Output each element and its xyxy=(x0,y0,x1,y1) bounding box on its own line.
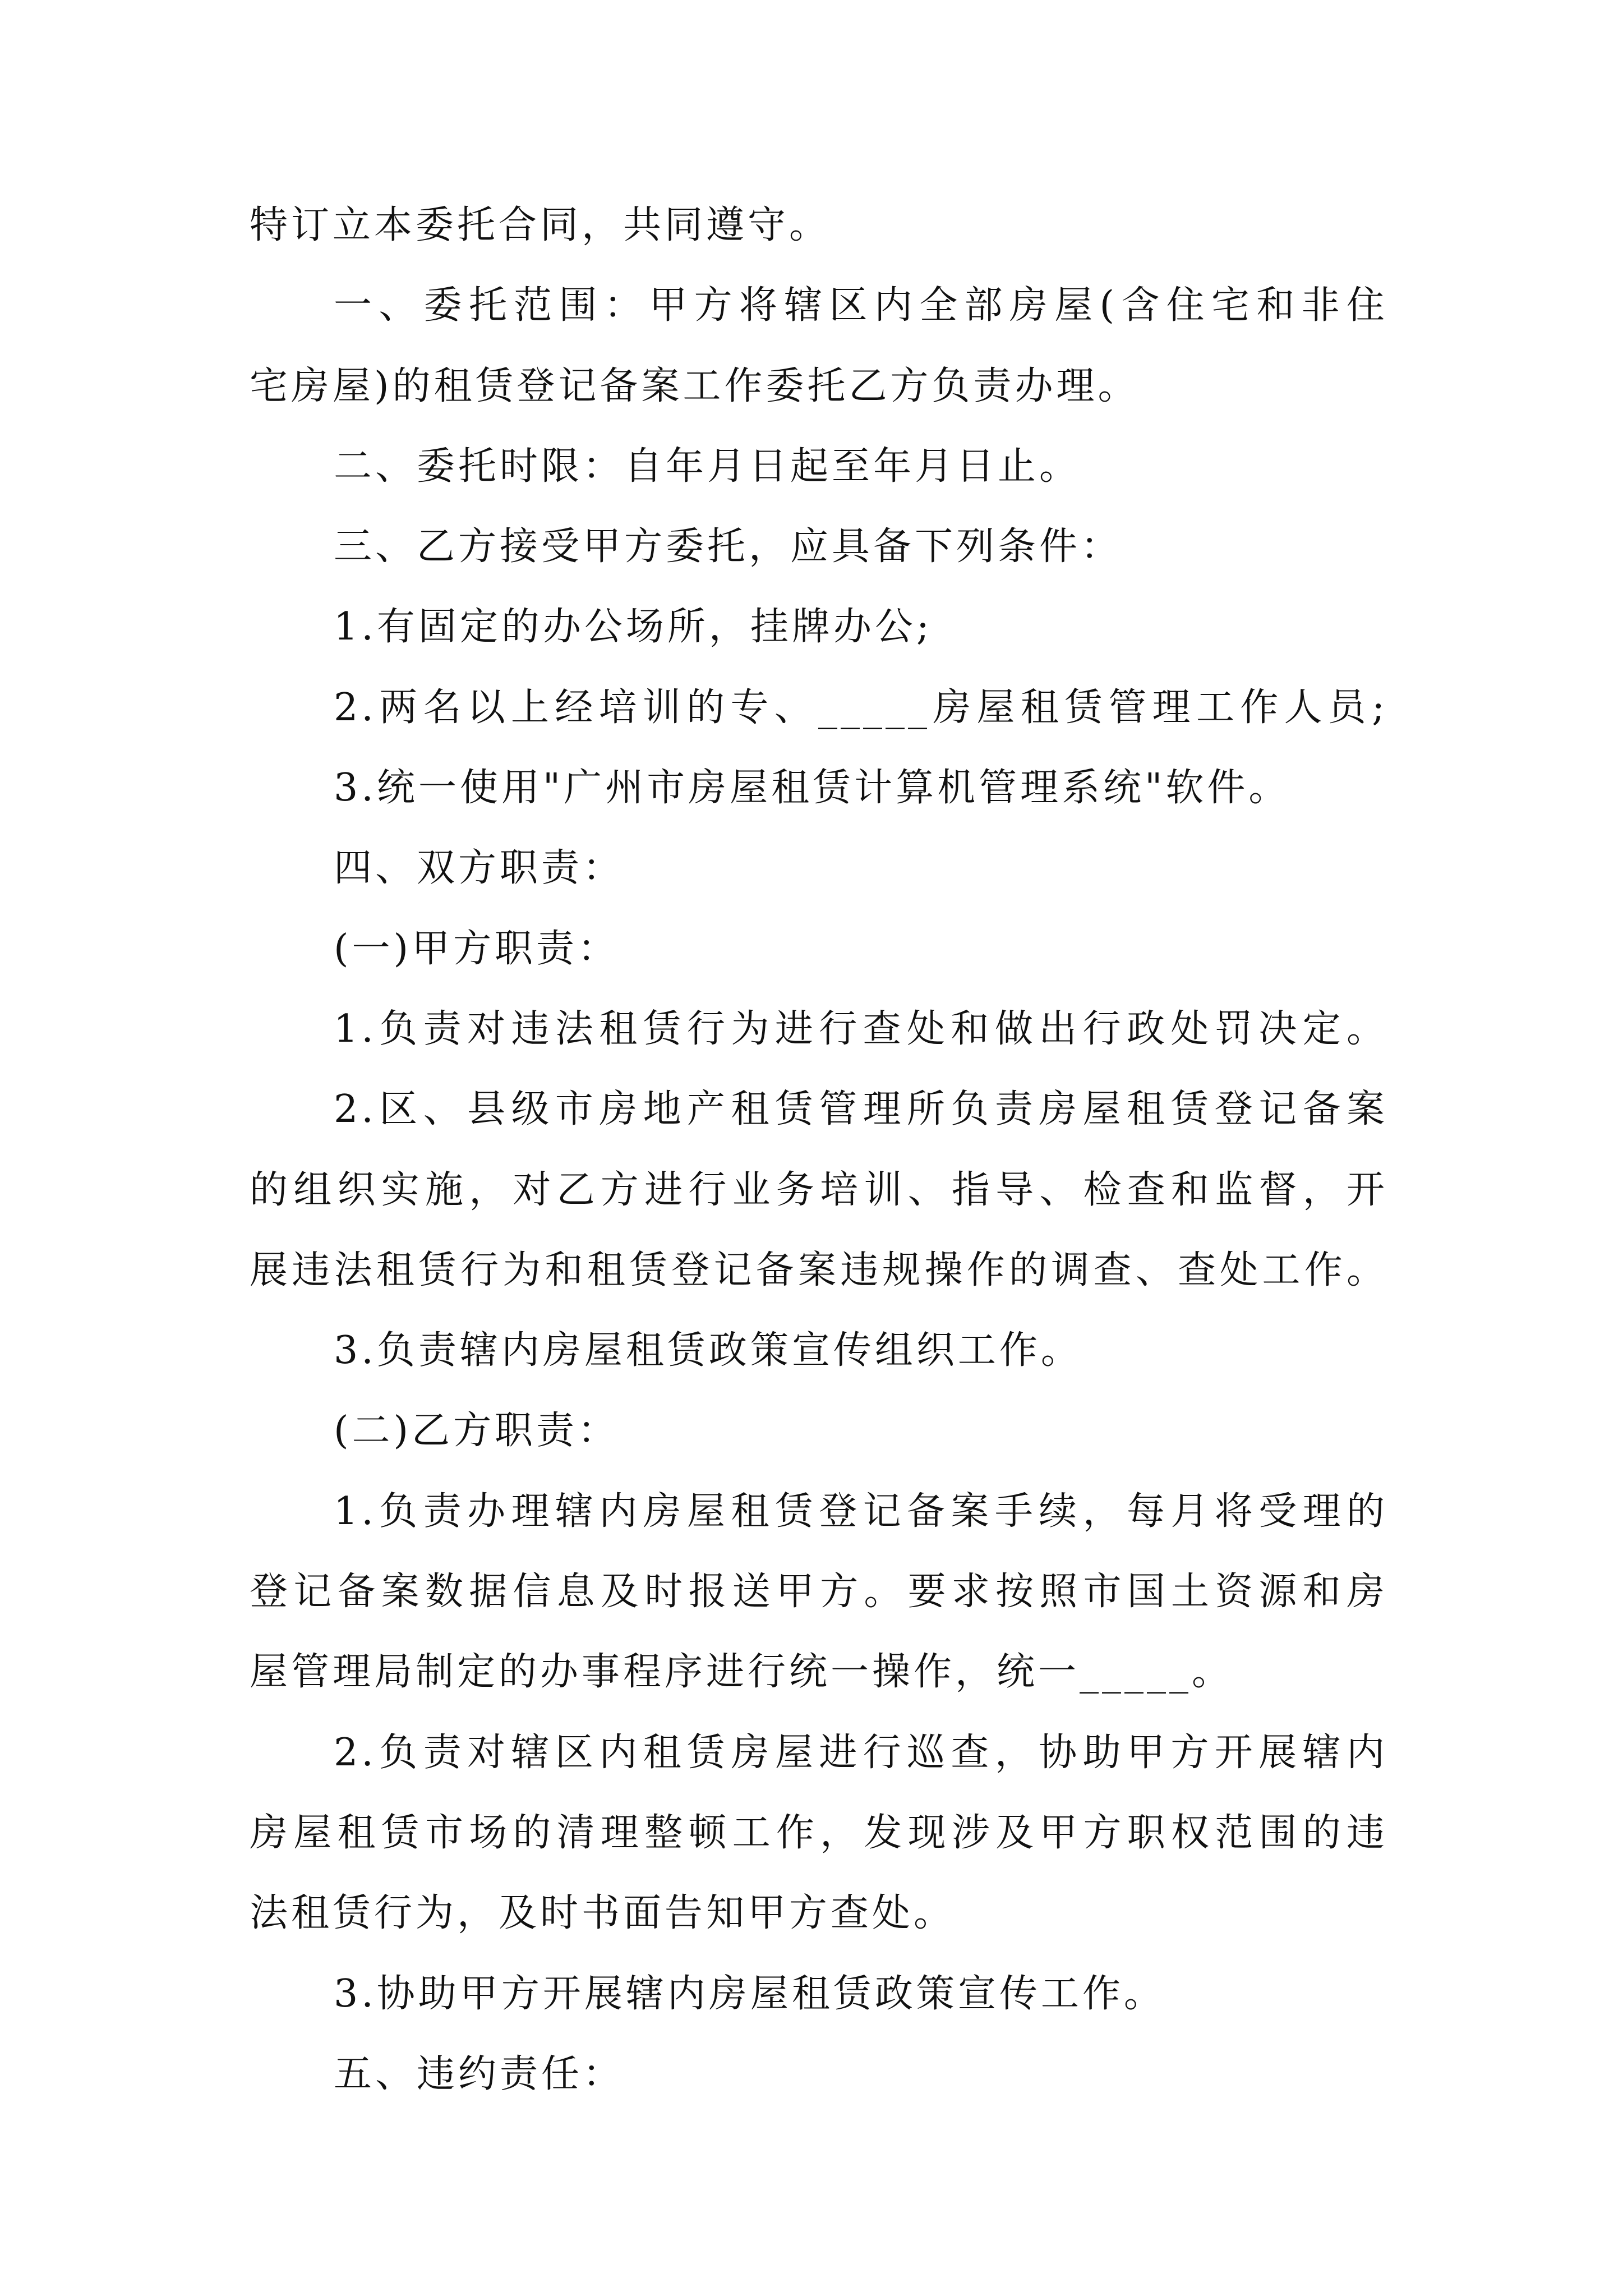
text-line: 的组织实施，对乙方进行业务培训、指导、检查和监督，开 xyxy=(250,1167,1388,1212)
text-line: 三、乙方接受甲方委托，应具备下列条件： xyxy=(334,524,1123,569)
section-heading: 五、违约责任： xyxy=(334,2051,625,2096)
text-line: 2.两名以上经培训的专、_____房屋租赁管理工作人员; xyxy=(334,685,1388,730)
text-line: 1.负责办理辖内房屋租赁登记备案手续，每月将受理的 xyxy=(334,1489,1388,1534)
subsection-heading: (一)甲方职责： xyxy=(334,926,620,971)
section-heading: 四、双方职责： xyxy=(334,846,625,891)
text-line: 一、委托范围：甲方将辖区内全部房屋(含住宅和非住 xyxy=(334,283,1388,328)
subsection-heading: (二)乙方职责： xyxy=(334,1409,620,1453)
text-line: 二、委托时限：自年月日起至年月日止。 xyxy=(334,444,1081,489)
text-line: 3.统一使用"广州市房屋租赁计算机管理系统"软件。 xyxy=(334,766,1290,811)
contract-text xyxy=(250,185,1388,2114)
text-line: 法租赁行为，及时书面告知甲方查处。 xyxy=(250,1891,956,1936)
text-line: 特订立本委托合同，共同遵守。 xyxy=(250,203,831,247)
text-line: 3.负责辖内房屋租赁政策宣传组织工作。 xyxy=(334,1328,1082,1373)
text-line: 屋管理局制定的办事程序进行统一操作，统一_____。 xyxy=(250,1650,1234,1695)
text-line: 展违法租赁行为和租赁登记备案违规操作的调查、查处工作。 xyxy=(250,1248,1388,1292)
text-line: 2.区、县级市房地产租赁管理所负责房屋租赁登记备案 xyxy=(334,1087,1388,1132)
text-line: 3.协助甲方开展辖内房屋租赁政策宣传工作。 xyxy=(334,1971,1165,2016)
text-line: 1.有固定的办公场所，挂牌办公; xyxy=(334,605,933,650)
text-line: 房屋租赁市场的清理整顿工作，发现涉及甲方职权范围的违 xyxy=(250,1810,1388,1855)
text-line: 1.负责对违法租赁行为进行查处和做出行政处罚决定。 xyxy=(334,1006,1388,1051)
text-line: 2.负责对辖区内租赁房屋进行巡查，协助甲方开展辖内 xyxy=(334,1730,1388,1775)
text-line: 宅房屋)的租赁登记备案工作委托乙方负责办理。 xyxy=(250,364,1140,408)
text-line: 登记备案数据信息及时报送甲方。要求按照市国土资源和房 xyxy=(250,1570,1388,1614)
